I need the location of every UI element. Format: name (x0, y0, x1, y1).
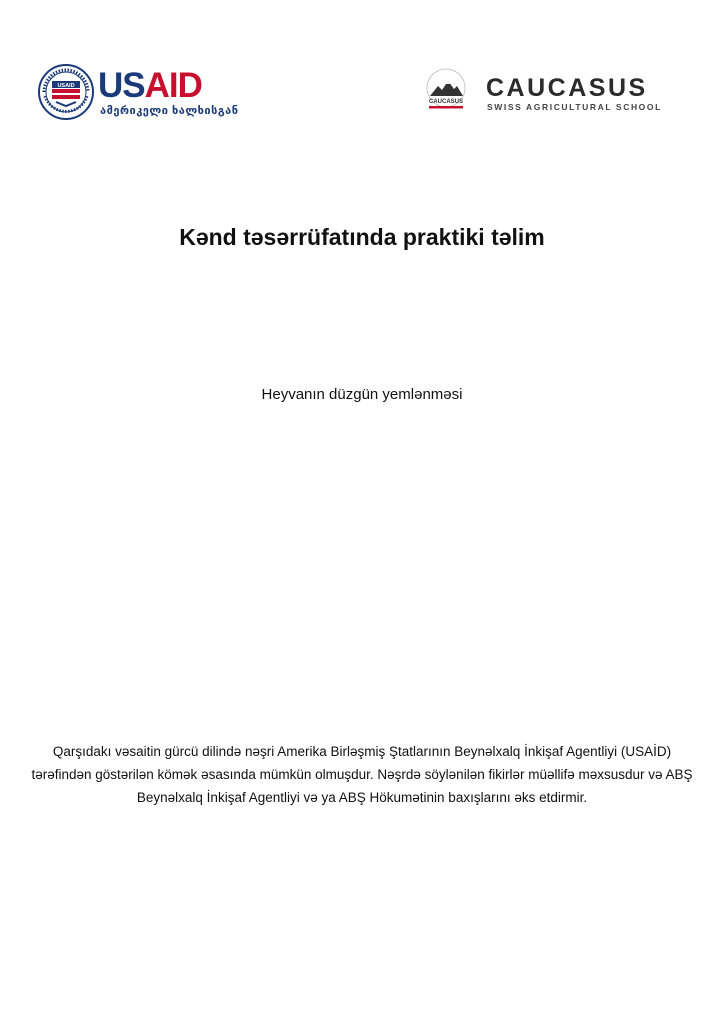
usaid-logo (38, 64, 238, 124)
caucasus-wordmark: CAUCASUS (486, 74, 648, 102)
caucasus-emblem-label: CAUCASUS (428, 99, 464, 105)
usaid-wordmark: USAID (98, 66, 202, 105)
mountain-icon (424, 68, 468, 112)
document-title: Kənd təsərrüfatında praktiki təlim (179, 224, 545, 250)
disclaimer-text: Qarşıdakı vəsaitin gürcü dilində nəşri Amerika Birləşmiş Ştatlarının Beynəlxalq İnkişaf Agentliyi (USAİD) tərəfindən göstərilən kömək əsasında mümkün olmuşdur. Nəşrdə söylənilən fikirlər müəllifə məxsusdur və ABŞ Beynəlxalq İnkişaf Agentliyi və ya ABŞ Hökumətinin baxışlarını əks etdirmir. (31, 744, 693, 805)
caucasus-logo (424, 68, 674, 118)
document-subtitle: Heyvanın düzgün yemlənməsi (261, 386, 463, 403)
caucasus-tagline: SWISS AGRICULTURAL SCHOOL (487, 102, 662, 112)
usaid-tagline: ამერიკელი ხალხისგან (100, 105, 239, 117)
usaid-seal-label: USAID (57, 83, 75, 89)
usaid-seal-icon (38, 64, 94, 120)
